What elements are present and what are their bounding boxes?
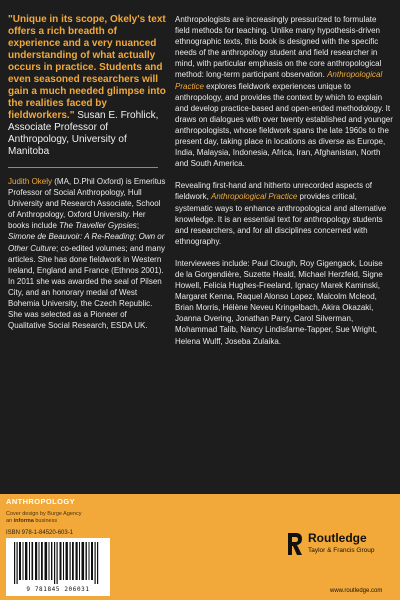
right-column xyxy=(175,14,393,358)
left-column xyxy=(8,14,166,331)
book-title-2: Simone de Beauvoir: A Re-Reading xyxy=(8,232,135,242)
publisher-name: Routledge xyxy=(308,531,367,545)
description-text: Anthropologists are increasingly pressurized to formulate field methods for teaching. Unlike many hypothesis-driven ethnographic texts, this book is designed with the specific needs of the anthropology student and field researcher in mind, with particular emphasis on the core anthropological method: long-term participant observation. xyxy=(175,15,382,80)
book-title-highlight: Anthropological Practice xyxy=(175,70,383,91)
publisher-logo xyxy=(286,531,396,571)
description-paragraph-1 xyxy=(175,14,393,169)
endorsement-quote xyxy=(8,14,166,158)
isbn-text: ISBN 978-1-84520-603-1 xyxy=(6,530,74,536)
book-title-1: The Traveller Gypsies xyxy=(59,221,137,231)
credit-text: an xyxy=(6,518,14,524)
design-credit: Cover design by Burge Agency xyxy=(6,511,82,517)
credit-text: business xyxy=(33,518,58,524)
cover-credits xyxy=(6,511,82,525)
book-title-highlight: Anthropological Practice xyxy=(211,192,298,202)
publisher-url: www.routledge.com xyxy=(330,588,383,594)
description-text: Revealing first-hand and hitherto unrecorded aspects of fieldwork, xyxy=(175,181,373,202)
bio-sep: ; xyxy=(134,232,139,242)
quote-attribution: Susan E. Frohlick, Associate Professor of Anthropology, University of Manitoba xyxy=(8,110,159,157)
informa-brand: informa xyxy=(13,518,34,524)
routledge-logo-icon xyxy=(286,531,304,557)
description-text: explores fieldwork experiences unique to anthropology, and provides the context by which to explain and develop practice-based and open-ended methodology. It draws on dialogues with over twenty established and younger anthropologists, whose fieldwork spans the late 1960s to the present day, taking place in locations as diverse as Europe, India, Malaysia, Indonesia, Africa, Iran, Afghanistan, North and South America. xyxy=(175,81,393,169)
section-divider xyxy=(8,167,158,168)
description-text: provides critical, systematic ways to enhance anthropological and alternative knowledge. It is an essential text for anthropology students and researchers, and for all disciplines concerned with ethnography. xyxy=(175,192,387,246)
bio-text: (MA, D.Phil Oxford) is Emeritus Professor of Social Anthropology, Hull University and Research Associate, School of Anthropology, Oxford University. Her books include xyxy=(8,177,166,231)
book-title-3: Own or Other Culture xyxy=(8,232,165,253)
author-bio xyxy=(8,176,166,331)
author-name: Judith Okely xyxy=(8,177,53,186)
publisher-group: Taylor & Francis Group xyxy=(308,547,375,554)
barcode-number: 9 781845 206031 xyxy=(26,586,90,593)
barcode-bars xyxy=(6,538,110,586)
description-paragraph-2 xyxy=(175,180,393,247)
quote-text: "Unique in its scope, Okely's text offers a rich breadth of experience and a very nuanced understanding of what actually occurs in practice. Students and even seasoned researchers will gain a much needed glimpse into the realities faced by fieldworkers." xyxy=(8,14,166,121)
subject-label: ANTHROPOLOGY xyxy=(6,497,75,506)
bio-sep: ; xyxy=(136,221,140,231)
informa-credit xyxy=(6,518,82,525)
interviewees-paragraph: Interviewees include: Paul Clough, Roy Gigengack, Louise de la Gorgendière, Suzette Heald, Michael Herzfeld, Signe Howell, Felicia Hughes-Freeland, Ignacy Marek Kaminski, Margaret Kenna, Raquel Alonso Lopez, Malcolm Mcleod, Brian Morris, Hélène Neveu Kringelbach, Akira Okazaki, Joanna Overing, Jonathan Parry, Carol Silverman, Mohammad Talib, Nancy Lindisfarne-Tapper, Sue Wright, Helena Wulff, Joseba Zulaika. xyxy=(175,258,383,346)
bio-text: ; co-edited volumes; and many articles. She has done fieldwork in Western Ireland, England and France (Ethnos 2001). In 2011 she was awarded the seal of Pilsen City, and an honorary medal of West Bohemia University, the Czech Republic. She was selected as a Pioneer of Qualitative Social Research, ESDA UK. xyxy=(8,243,165,331)
